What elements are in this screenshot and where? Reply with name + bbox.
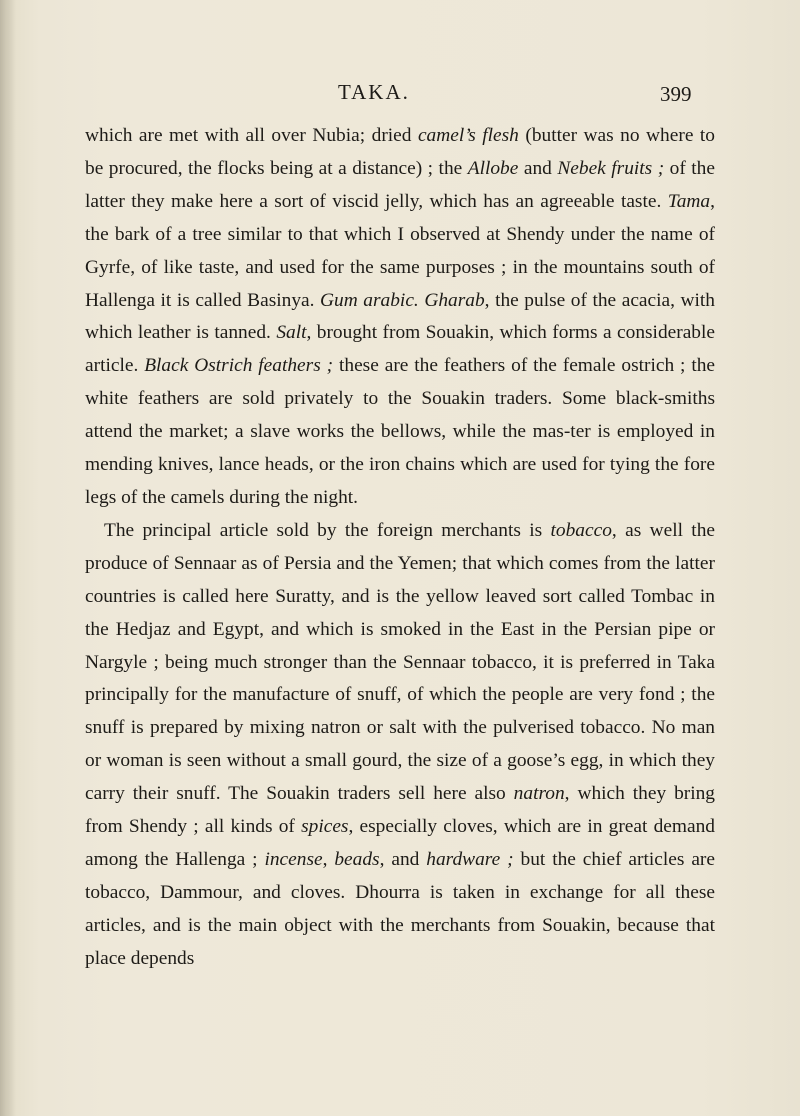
- text-run: which are met with all over Nubia; dried: [85, 125, 418, 146]
- paragraph-1: [85, 120, 715, 515]
- text-run: these are the feathers of the female ostrich ; the white feathers are sold privately to the Souakin traders. Some black-smiths attend the market; a slave works the bellows, while the mas-ter is employed in mending knives, lance heads, or the iron chains which are used for tying the fore legs of the camels during the night.: [85, 355, 716, 508]
- text-run: , the pulse of the acacia, with which leather is tanned.: [85, 289, 715, 344]
- italic-term: spices: [301, 816, 349, 838]
- italic-term: Black Ostrich feathers ;: [144, 355, 334, 377]
- text-run: , the bark of a tree similar to that which I observed at Shendy under the name of Gyrfe, of like taste, and used for the same purposes ; in the mountains south of Hallenga it is called Basinya.: [85, 190, 715, 311]
- text-run: , as well the produce of Sennaar as of Persia and the Yemen; that which comes from the latter countries is called here Suratty, and is the yellow leaved sort called Tombac in the Hedjaz and Egypt, and which is smoked in the East in the Persian pipe or Nargyle ; being much stronger than the Sennaar tobacco, it is preferred in Taka principally for the manufacture of snuff, of which the people are very fond ; the snuff is prepared by mixing natron or salt with the pulverised tobacco. No man or woman is seen without a small gourd, the size of a goose’s egg, in which they carry their snuff. The Souakin traders sell here also: [85, 519, 715, 805]
- text-run: The principal article sold by the foreign merchants is: [104, 519, 551, 541]
- text-run: but the chief articles are tobacco, Dammour, and cloves. Dhourra is taken in exchange for all these articles, and is the main object with the merchants from Souakin, because that place depends: [85, 848, 715, 969]
- italic-term: Tama: [667, 190, 711, 212]
- italic-term: camel’s flesh: [417, 125, 519, 146]
- italic-term: Salt: [276, 322, 307, 344]
- running-title: TAKA.: [338, 80, 410, 104]
- text-run: and: [518, 157, 558, 179]
- page-header: [0, 80, 800, 110]
- italic-term: hardware ;: [426, 848, 514, 870]
- italic-term: Gharab: [424, 289, 485, 311]
- italic-term: Gum arabic.: [320, 289, 419, 311]
- italic-term: Nebek fruits ;: [557, 157, 665, 179]
- body-text: [85, 120, 715, 976]
- italic-term: beads: [334, 848, 380, 870]
- text-run: , and: [379, 848, 427, 870]
- text-run: (butter was no where to be procured, the flocks being at a distance) ; the: [85, 125, 715, 179]
- text-run: , which they bring from Shendy ; all kinds of: [85, 783, 715, 838]
- italic-term: tobacco: [550, 519, 612, 541]
- italic-term: Allobe: [467, 157, 519, 179]
- binding-shadow: [0, 0, 16, 1116]
- text-run: , brought from Souakin, which forms a considerable article.: [85, 322, 715, 377]
- italic-term: natron: [513, 783, 565, 805]
- page-number: 399: [660, 82, 692, 106]
- paragraph-2: [85, 515, 715, 976]
- text-run: ,: [322, 848, 335, 870]
- text-run: , especially cloves, which are in great demand among the Hallenga ;: [85, 816, 715, 870]
- italic-term: incense: [264, 848, 323, 870]
- text-run: of the latter they make here a sort of viscid jelly, which has an agreeable taste.: [85, 157, 715, 212]
